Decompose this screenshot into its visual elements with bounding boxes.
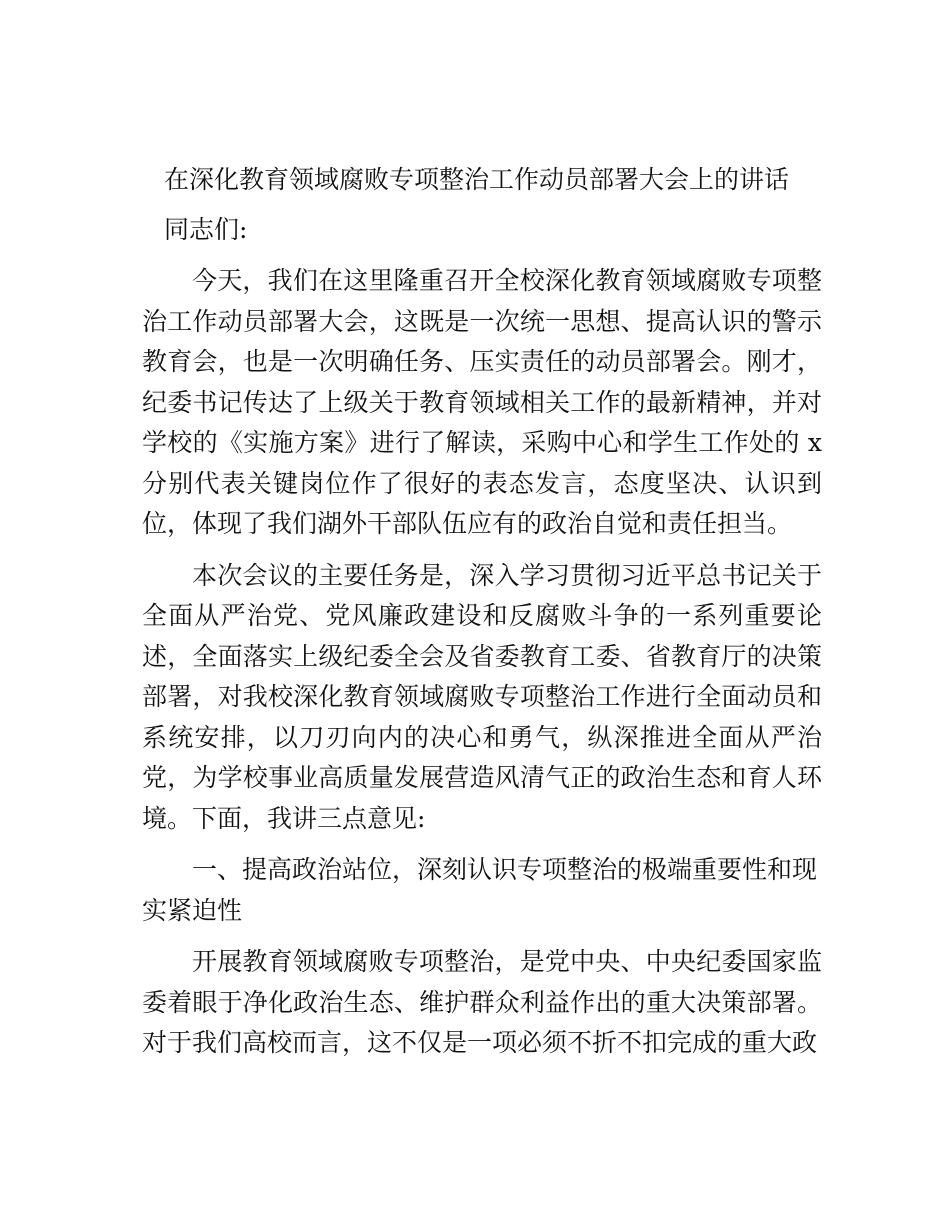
salutation: 同志们: [164,214,248,244]
paragraph-meeting-tasks: 本次会议的主要任务是，深入学习贯彻习近平总书记关于全面从严治党、党风廉政建设和反腐败斗争的一系列重要论述，全面落实上级纪委全会及省委教育工委、省教育厅的决策部署，对我校深化教育领域腐败专项整治工作进行全面动员和系统安排，以刀刃向内的决心和勇气，纵深推进全面从严治党，为学校事业高质量发展营造风清气正的政治生态和育人环境。下面，我讲三点意见: [142,560,822,833]
section-heading-1: 一、提高政治站位，深刻认识专项整治的极端重要性和现实紧迫性 [142,855,818,925]
paragraph-opening: 今天，我们在这里隆重召开全校深化教育领域腐败专项整治工作动员部署大会，这既是一次统一思想、提高认识的警示教育会，也是一次明确任务、压实责任的动员部署会。刚才，纪委书记传达了上级关于教育领域相关工作的最新精神，并对学校的《实施方案》进行了解读，采购中心和学生工作处的 x 分别代表关键岗位作了很好的表态发言，态度坚决、认识到位，体现了我们湖外干部队伍应有的政治自觉和责任担当。 [142,266,822,538]
document-title: 在深化教育领域腐败专项整治工作动员部署大会上的讲话 [164,165,790,194]
paragraph-section-1: 开展教育领域腐败专项整治，是党中央、中央纪委国家监委着眼于净化政治生态、维护群众利益作出的重大决策部署。对于我们高校而言，这不仅是一项必须不折不扣完成的重大政 [142,947,822,1057]
document-body [142,160,822,1064]
